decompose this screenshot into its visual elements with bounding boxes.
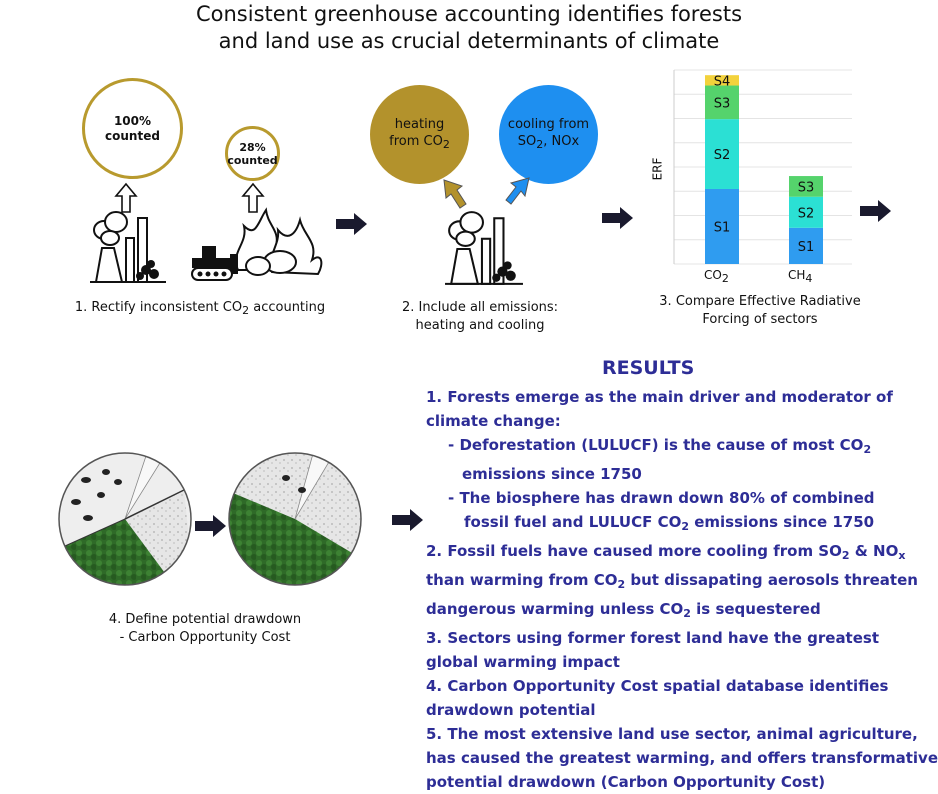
results-heading: RESULTS [602,357,695,379]
results-line: fossil fuel and LULUCF $CO_2$ emissions since 1750 [464,513,875,533]
heating-line1: heating [394,117,445,132]
heating-arrow-icon [440,178,468,210]
bar-label-s2: S2 [713,148,731,164]
circle-big-word: counted [105,128,160,143]
bar-label-s2: S2 [797,206,815,222]
factory-icon [442,208,526,288]
counted-28-circle [225,126,280,181]
circle-small-word: counted [227,153,278,167]
right-arrow-icon [392,507,424,533]
results-list [426,385,938,794]
right-arrow-icon [336,211,368,237]
panel2-caption-line1: 2. Include all emissions: [401,300,559,315]
circle-small-pct: 28% [239,140,266,154]
results-line: 1. Forests emerge as the main driver and moderator of [426,388,893,406]
chart-xtick-co2: CO2 [704,268,729,285]
heating-circle [370,85,469,184]
results-line: 4. Carbon Opportunity Cost spatial database identifies [426,677,889,695]
land-use-after-icon [226,450,364,588]
bar-label-s1: S1 [797,239,815,255]
counted-100-circle [82,78,183,179]
title-line-2: and land use as crucial determinants of climate [218,29,720,53]
cooling-line1: cooling from [507,117,590,132]
panel4-caption-line1: 4. Define potential drawdown [108,612,302,627]
results-line: global warming impact [426,653,620,671]
panel1-caption-text: 1. Rectify inconsistent CO [74,300,243,315]
panel2-caption [370,299,590,335]
panel1-caption-sub: 2 [242,304,250,317]
circle-big-pct: 100% [113,113,152,128]
bar-label-s1: S1 [713,220,731,236]
panel1-caption-tail: accounting [249,300,326,315]
erf-chart-svg [660,66,860,290]
deforestation-fire-icon [188,200,326,286]
results-line: 3. Sectors using former forest land have the greatest [426,629,880,647]
heating-line2: from $CO_2$ [389,134,450,151]
results-line: - The biosphere has drawn down 80% of combined [448,489,875,507]
right-arrow-icon [195,513,227,539]
cooling-circle [499,85,598,184]
erf-chart [650,66,860,290]
cooling-line2: $SO_2$, NOx [517,134,580,151]
panel3-caption-line1: 3. Compare Effective Radiative [659,294,861,309]
results-line: 5. The most extensive land use sector, animal agriculture, [426,725,918,743]
results-line: than warming from $CO_2$ but dissapating aerosols threaten [426,571,918,591]
right-arrow-icon [860,198,892,224]
results-line: has caused the greatest warming, and offers transformative [426,749,938,767]
page-title [0,1,938,55]
chart-xtick-ch4: CH4 [788,268,813,285]
panel4-caption-line2: - Carbon Opportunity Cost [119,630,291,645]
bar-label-s3: S3 [797,180,815,196]
panel3-caption-line2: Forcing of sectors [702,312,818,327]
results-line: 2. Fossil fuels have caused more cooling from $SO_2$ & $NO_x$ [426,542,906,562]
cooling-arrow-icon [503,176,533,208]
panel4-caption [60,611,350,647]
results-line: dangerous warming unless $CO_2$ is sequestered [426,600,821,620]
results-line: - Deforestation (LULUCF) is the cause of most $CO_2$ [448,436,872,456]
title-line-1: Consistent greenhouse accounting identifies forests [195,2,743,26]
land-use-before-icon [56,450,194,588]
panel2-caption-line2: heating and cooling [415,318,545,333]
results-line: drawdown potential [426,701,596,719]
results-line: emissions since 1750 [462,465,642,483]
chart-ylabel: ERF [650,157,665,181]
factory-icon [88,208,168,286]
panel1-caption [55,299,345,320]
panel3-caption [625,293,895,329]
right-arrow-icon [602,205,634,231]
results-line: potential drawdown (Carbon Opportunity Cost) [426,773,826,791]
results-line: climate change: [426,412,561,430]
bar-label-s4: S4 [713,74,731,90]
bar-label-s3: S3 [713,96,731,112]
